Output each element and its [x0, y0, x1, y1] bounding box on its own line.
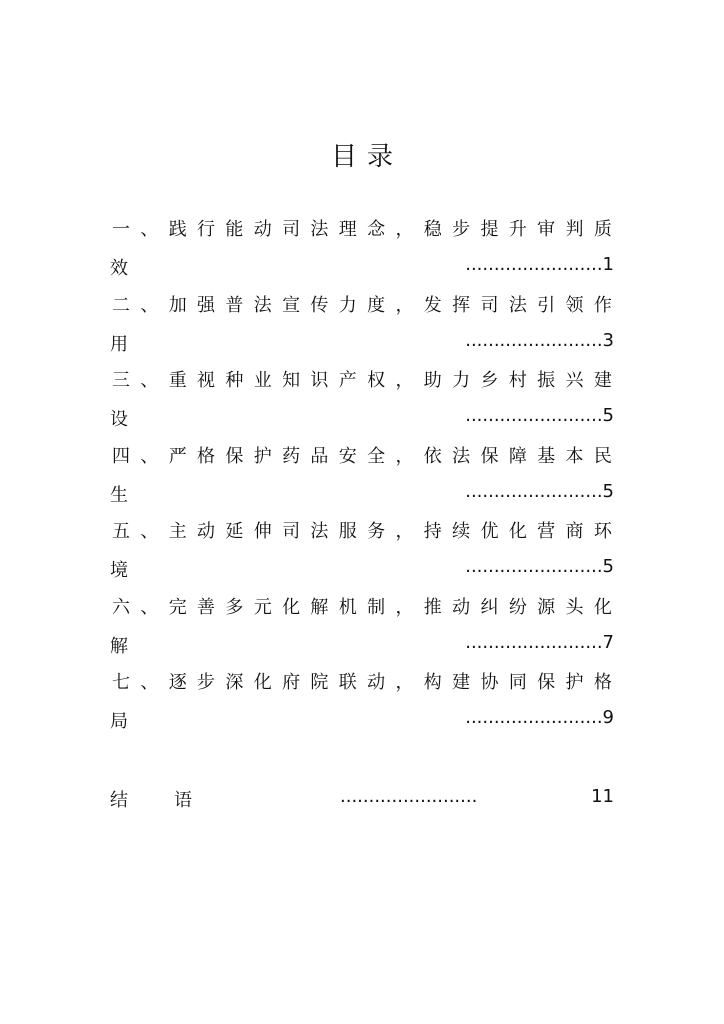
- toc-entry-heading[interactable]: 四 、 严 格 保 护 药 品 安 全 ， 依 法 保 障 基 本 民: [112, 445, 612, 467]
- toc-entry-tail: 境: [110, 560, 128, 581]
- toc-entry-heading[interactable]: 六 、 完 善 多 元 化 解 机 制 ， 推 动 纠 纷 源 头 化: [112, 596, 612, 618]
- toc-leader-dots: ........................: [465, 329, 603, 351]
- toc-entry-continuation[interactable]: [110, 556, 614, 580]
- toc-page-number: 1: [602, 254, 614, 275]
- toc-entry-heading[interactable]: 二 、 加 强 普 法 宣 传 力 度 ， 发 挥 司 法 引 领 作: [112, 294, 612, 316]
- toc-entry-ending[interactable]: [110, 786, 614, 810]
- toc-page-number: 5: [602, 556, 614, 577]
- toc-leader-dots: ........................: [465, 405, 603, 426]
- toc-entry-continuation[interactable]: [110, 707, 614, 731]
- toc-leader-dots: ........................: [465, 631, 603, 653]
- toc-entry-continuation[interactable]: [110, 405, 614, 429]
- toc-entry-continuation[interactable]: [110, 254, 614, 278]
- toc-page-number: 9: [602, 707, 614, 728]
- toc-page-number: 3: [602, 329, 614, 351]
- toc-entry-heading[interactable]: 一 、 践 行 能 动 司 法 理 念 ， 稳 步 提 升 审 判 质: [112, 219, 612, 240]
- toc-leader-and-page: [465, 481, 614, 502]
- toc-entry-tail: 局: [110, 711, 128, 732]
- toc-page-number: 5: [602, 480, 614, 502]
- toc-entry-heading[interactable]: 七 、 逐 步 深 化 府 院 联 动 ， 构 建 协 同 保 护 格: [112, 672, 612, 693]
- toc-leader-and-page: [465, 556, 614, 577]
- toc-page-number: 11: [591, 786, 614, 807]
- toc-leader-dots: ........................: [340, 786, 478, 807]
- toc-leader-dots: ........................: [465, 707, 603, 728]
- toc-entry-tail: 生: [110, 484, 128, 506]
- toc-entry-tail: 效: [110, 258, 128, 279]
- ending-char-1: 结: [110, 790, 128, 811]
- toc-leader-and-page: [465, 632, 614, 653]
- toc-entry-tail: 设: [110, 409, 128, 430]
- toc-leader-dots: ........................: [465, 254, 603, 275]
- toc-leader-dots: ........................: [465, 480, 603, 502]
- toc-leader-dots: ........................: [465, 556, 603, 577]
- toc-page-number: 5: [602, 405, 614, 426]
- toc-page-number: 7: [602, 631, 614, 653]
- page-title: 目录: [330, 142, 403, 172]
- ending-char-2: 语: [174, 790, 192, 811]
- toc-leader-and-page: [465, 405, 614, 426]
- toc-entry-continuation[interactable]: [110, 481, 614, 505]
- toc-leader-and-page: [465, 707, 614, 728]
- toc-entry-heading[interactable]: 五 、 主 动 延 伸 司 法 服 务 ， 持 续 优 化 营 商 环: [112, 521, 612, 542]
- toc-entry-tail: 用: [110, 333, 128, 355]
- toc-entry-continuation[interactable]: [110, 632, 614, 656]
- toc-leader-and-page: [465, 254, 614, 275]
- toc-entry-heading[interactable]: 三 、 重 视 种 业 知 识 产 权 ， 助 力 乡 村 振 兴 建: [112, 370, 612, 391]
- toc-entry-continuation[interactable]: [110, 330, 614, 354]
- toc-entry-tail: 解: [110, 635, 128, 657]
- toc-leader-and-page: [465, 330, 614, 351]
